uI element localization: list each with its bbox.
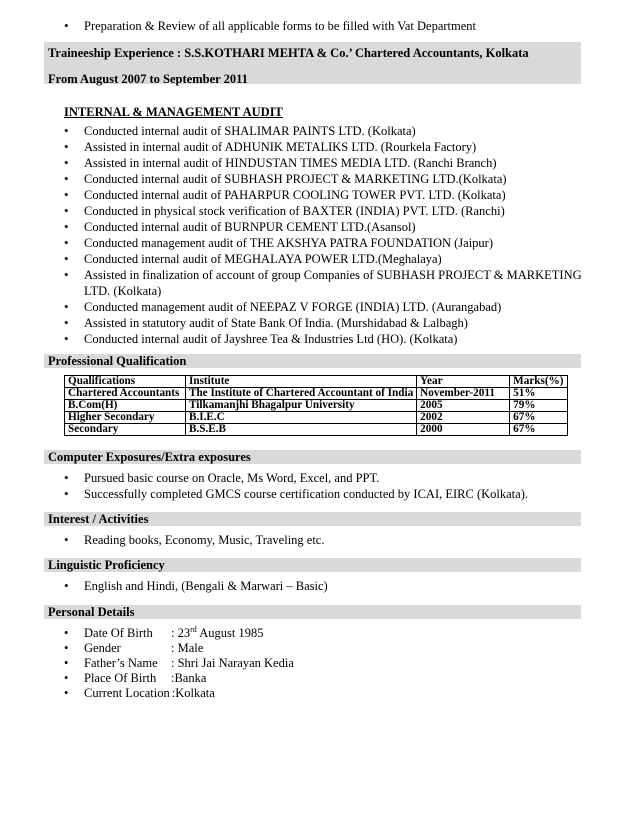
dob-value-post: August 1985: [196, 626, 264, 640]
list-item: • Preparation & Review of all applicable forms to be filled with Vat Department: [64, 18, 624, 34]
list-item: [64, 671, 294, 686]
list-item: • English and Hindi, (Bengali & Marwari – Basic): [64, 578, 604, 594]
list-item: • Conducted in physical stock verification of BAXTER (INDIA) PVT. LTD. (Ranchi): [64, 203, 584, 219]
list-item: • Reading books, Economy, Music, Traveling etc.: [64, 532, 604, 548]
list-item: [64, 686, 294, 701]
list-item: • Pursued basic course on Oracle, Ms Word, Excel, and PPT.: [64, 470, 604, 486]
table-cell: 2002: [417, 412, 510, 424]
traineeship-period: From August 2007 to September 2011: [48, 72, 248, 86]
father-value: : Shri Jai Narayan Kedia: [171, 656, 294, 670]
list-item: • Assisted in finalization of account of group Companies of SUBHASH PROJECT & MARKETING LTD. (Kolkata): [64, 267, 584, 299]
dob-value-pre: : 23: [171, 626, 191, 640]
list-item: • Conducted internal audit of SHALIMAR PAINTS LTD. (Kolkata): [64, 123, 584, 139]
personal-details-list: [64, 626, 294, 701]
list-item: [64, 656, 294, 671]
top-bullet-list: [64, 18, 624, 34]
list-item: • Successfully completed GMCS course certification conducted by ICAI, EIRC (Kolkata).: [64, 486, 604, 502]
list-item: • Conducted internal audit of SUBHASH PROJECT & MARKETING LTD.(Kolkata): [64, 171, 584, 187]
table-cell: November-2011: [417, 388, 510, 400]
personal-heading: Personal Details: [48, 605, 135, 619]
gender-value: : Male: [171, 641, 204, 655]
list-item: • Conducted internal audit of Jayshree Tea & Industries Ltd (HO). (Kolkata): [64, 331, 584, 347]
father-label: Father’s Name: [84, 656, 158, 670]
table-cell: Higher Secondary: [65, 412, 186, 424]
qualification-heading: Professional Qualification: [48, 354, 187, 368]
list-item: • Conducted internal audit of MEGHALAYA POWER LTD.(Meghalaya): [64, 251, 584, 267]
table-cell: B.I.E.C: [186, 412, 417, 424]
table-cell: 79%: [510, 400, 567, 412]
interest-heading: Interest / Activities: [48, 512, 149, 526]
interest-list: [64, 532, 604, 548]
list-item: • Assisted in statutory audit of State Bank Of India. (Murshidabad & Lalbagh): [64, 315, 584, 331]
list-item: • Assisted in internal audit of ADHUNIK METALIKS LTD. (Rourkela Factory): [64, 139, 584, 155]
table-cell: B.S.E.B: [186, 424, 417, 436]
table-header-row: [65, 376, 568, 388]
table-row: [65, 388, 568, 400]
table-cell: B.Com(H): [65, 400, 186, 412]
table-header-cell: Marks(%): [510, 376, 567, 388]
table-cell: Chartered Accountants: [65, 388, 186, 400]
table-header-cell: Year: [417, 376, 510, 388]
gender-label: Gender: [84, 641, 121, 655]
table-cell: 67%: [510, 412, 567, 424]
table-cell: Tilkamanjhi Bhagalpur University: [186, 400, 417, 412]
audit-subheading: INTERNAL & MANAGEMENT AUDIT: [64, 105, 283, 119]
computer-heading: Computer Exposures/Extra exposures: [48, 450, 251, 464]
list-item: • Conducted internal audit of BURNPUR CEMENT LTD.(Asansol): [64, 219, 584, 235]
table-cell: 51%: [510, 388, 567, 400]
table-cell: 2000: [417, 424, 510, 436]
table-cell: 2005: [417, 400, 510, 412]
table-cell: Secondary: [65, 424, 186, 436]
list-item: • Conducted internal audit of PAHARPUR COOLING TOWER PVT. LTD. (Kolkata): [64, 187, 584, 203]
table-row: [65, 412, 568, 424]
birthplace-value: :Banka: [171, 671, 207, 685]
birthplace-label: Place Of Birth: [84, 671, 157, 685]
table-header-cell: Institute: [186, 376, 417, 388]
table-header-cell: Qualifications: [65, 376, 186, 388]
dob-value-sup: rd: [190, 624, 197, 634]
table-cell: The Institute of Chartered Accountant of India: [186, 388, 417, 400]
computer-list: [64, 470, 604, 502]
location-value: :Kolkata: [171, 686, 215, 700]
list-item: • Assisted in internal audit of HINDUSTAN TIMES MEDIA LTD. (Ranchi Branch): [64, 155, 584, 171]
linguistic-heading: Linguistic Proficiency: [48, 558, 165, 572]
table-cell: 67%: [510, 424, 567, 436]
table-row: [65, 400, 568, 412]
linguistic-list: [64, 578, 604, 594]
dob-label: Date Of Birth: [84, 626, 153, 640]
list-item: • Conducted management audit of NEEPAZ V FORGE (INDIA) LTD. (Aurangabad): [64, 299, 584, 315]
list-item: [64, 641, 294, 656]
location-label: Current Location: [84, 686, 170, 700]
list-item: [64, 626, 294, 641]
table-row: [65, 424, 568, 436]
traineeship-title: Traineeship Experience : S.S.KOTHARI MEHTA & Co.’ Chartered Accountants, Kolkata: [48, 46, 529, 60]
audit-list: [64, 123, 584, 347]
list-item: • Conducted management audit of THE AKSHYA PATRA FOUNDATION (Jaipur): [64, 235, 584, 251]
qualification-table: [64, 375, 568, 436]
